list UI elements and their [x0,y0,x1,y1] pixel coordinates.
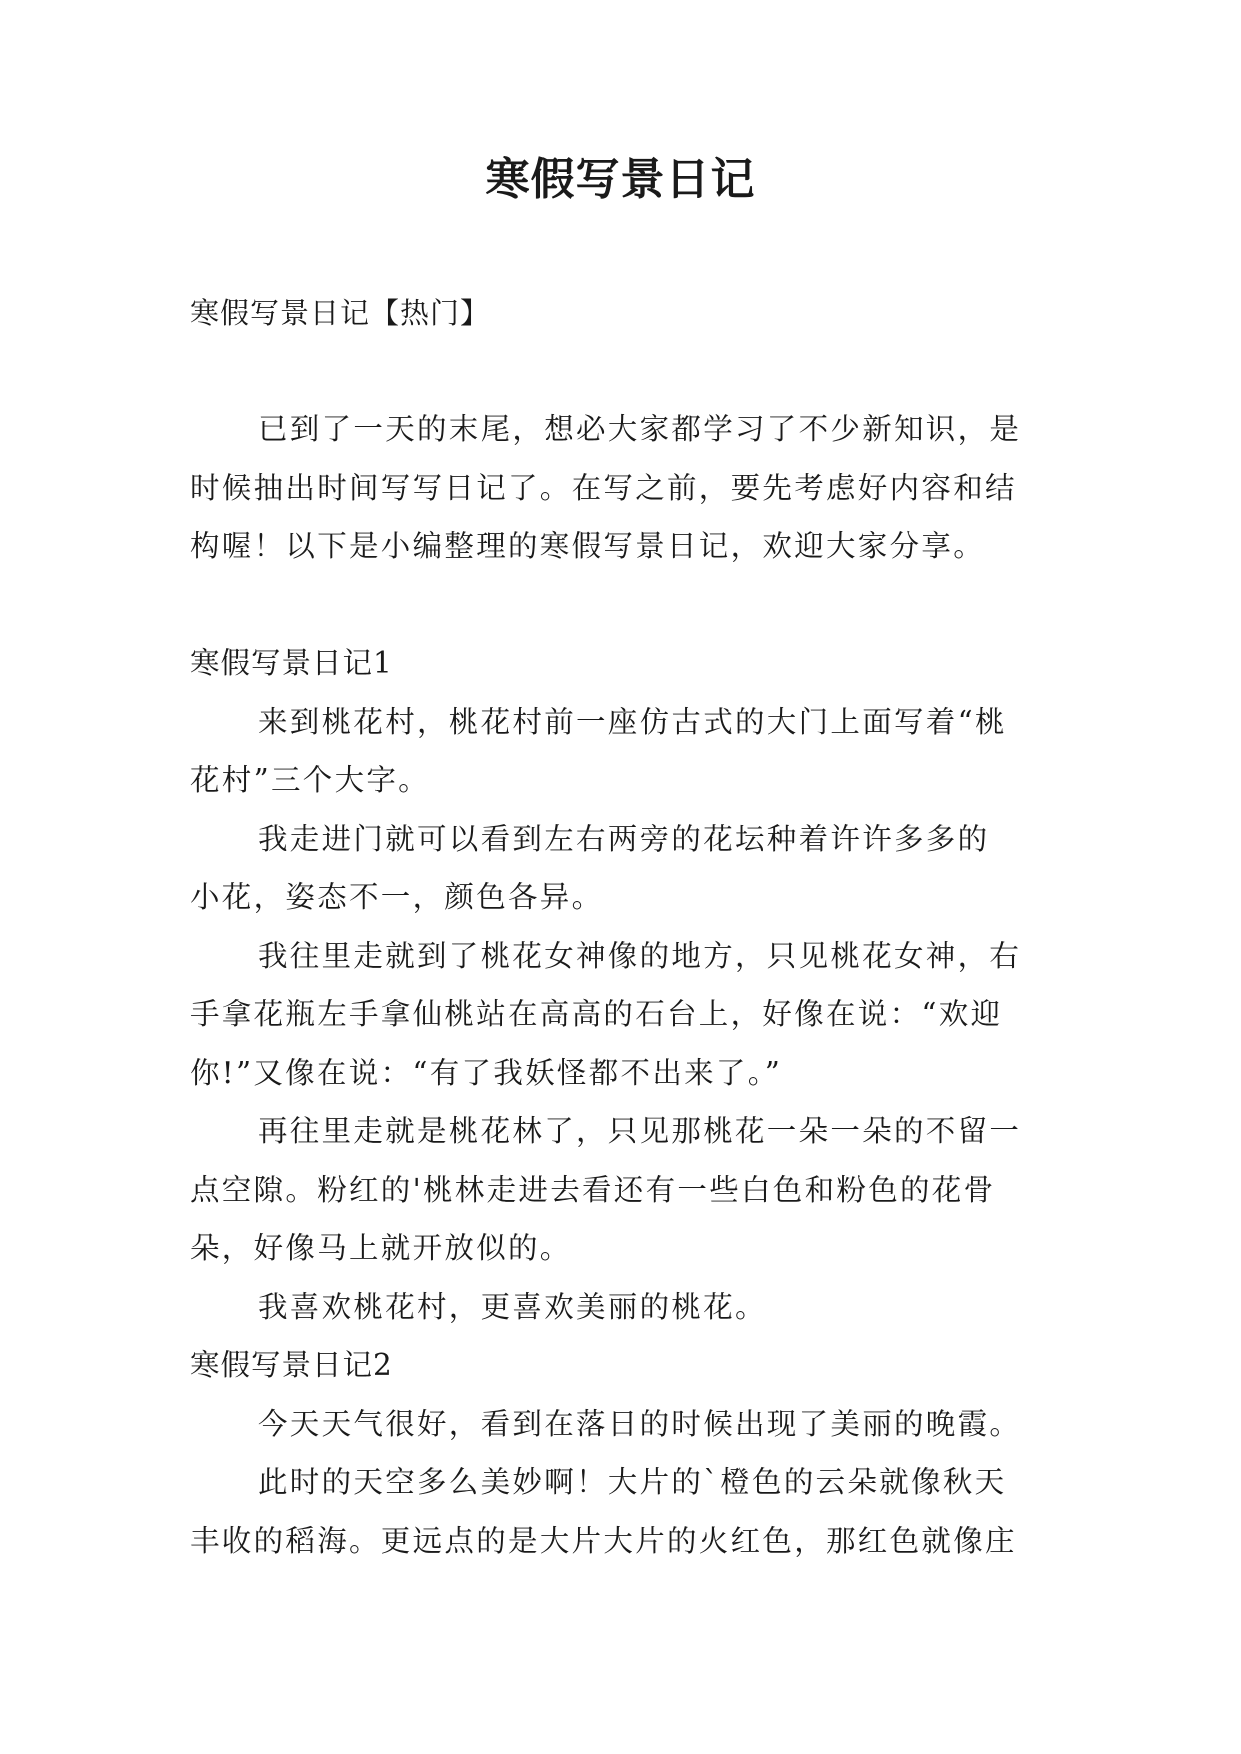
text-line: 来到桃花村，桃花村前一座仿古式的大门上面写着“桃 [258,704,1007,739]
section-paragraph [190,693,1070,810]
text-line: 我往里走就到了桃花女神像的地方，只见桃花女神，右 [258,938,1022,973]
section-paragraph [190,1395,1070,1454]
section-paragraph [190,1102,1070,1278]
text-line: 手拿花瓶左手拿仙桃站在高高的石台上，好像在说：“欢迎 [190,997,1003,1031]
text-line: 我喜欢桃花村，更喜欢美丽的桃花。 [258,1289,767,1324]
text-line: 点空隙。粉红的'桃林走进去看还有一些白色和粉色的花骨 [190,1172,996,1207]
text-line: 小花，姿态不一，颜色各异。 [190,880,604,914]
text-line: 时候抽出时间写写日记了。在写之前，要先考虑好内容和结 [190,470,1017,505]
text-line: 今天天气很好，看到在落日的时候出现了美丽的晚霞。 [258,1406,1022,1441]
text-line: 构喔！以下是小编整理的寒假写景日记，欢迎大家分享。 [190,529,986,563]
document-subtitle: 寒假写景日记【热门】 [190,296,491,330]
text-line: 已到了一天的末尾，想必大家都学习了不少新知识，是 [258,412,1022,446]
text-line: 丰收的稻海。更远点的是大片大片的火红色，那红色就像庄 [190,1523,1017,1558]
text-line: 你!”又像在说：“有了我妖怪都不出来了。” [190,1055,783,1090]
section-heading: 寒假写景日记2 [190,1348,393,1382]
text-line: 花村”三个大字。 [190,763,430,797]
intro-paragraph [190,400,1070,576]
section-heading: 寒假写景日记1 [190,646,393,680]
section-paragraph [190,1278,1070,1337]
paragraph-gap [190,576,1070,635]
text-line: 再往里走就是桃花林了，只见那桃花一朵一朵的不留一 [258,1114,1022,1148]
text-line: 我走进门就可以看到左右两旁的花坛种着许许多多的 [258,821,990,856]
text-line: 此时的天空多么美妙啊！大片的`橙色的云朵就像秋天 [258,1465,1007,1499]
diary-section-2 [190,1336,1070,1570]
diary-section-1 [190,634,1070,1336]
text-line: 朵，好像马上就开放似的。 [190,1231,572,1265]
section-paragraph [190,1453,1070,1570]
section-paragraph [190,927,1070,1103]
document-title: 寒假写景日记 [485,154,756,205]
section-paragraph [190,810,1070,927]
document-body [190,400,1070,1570]
